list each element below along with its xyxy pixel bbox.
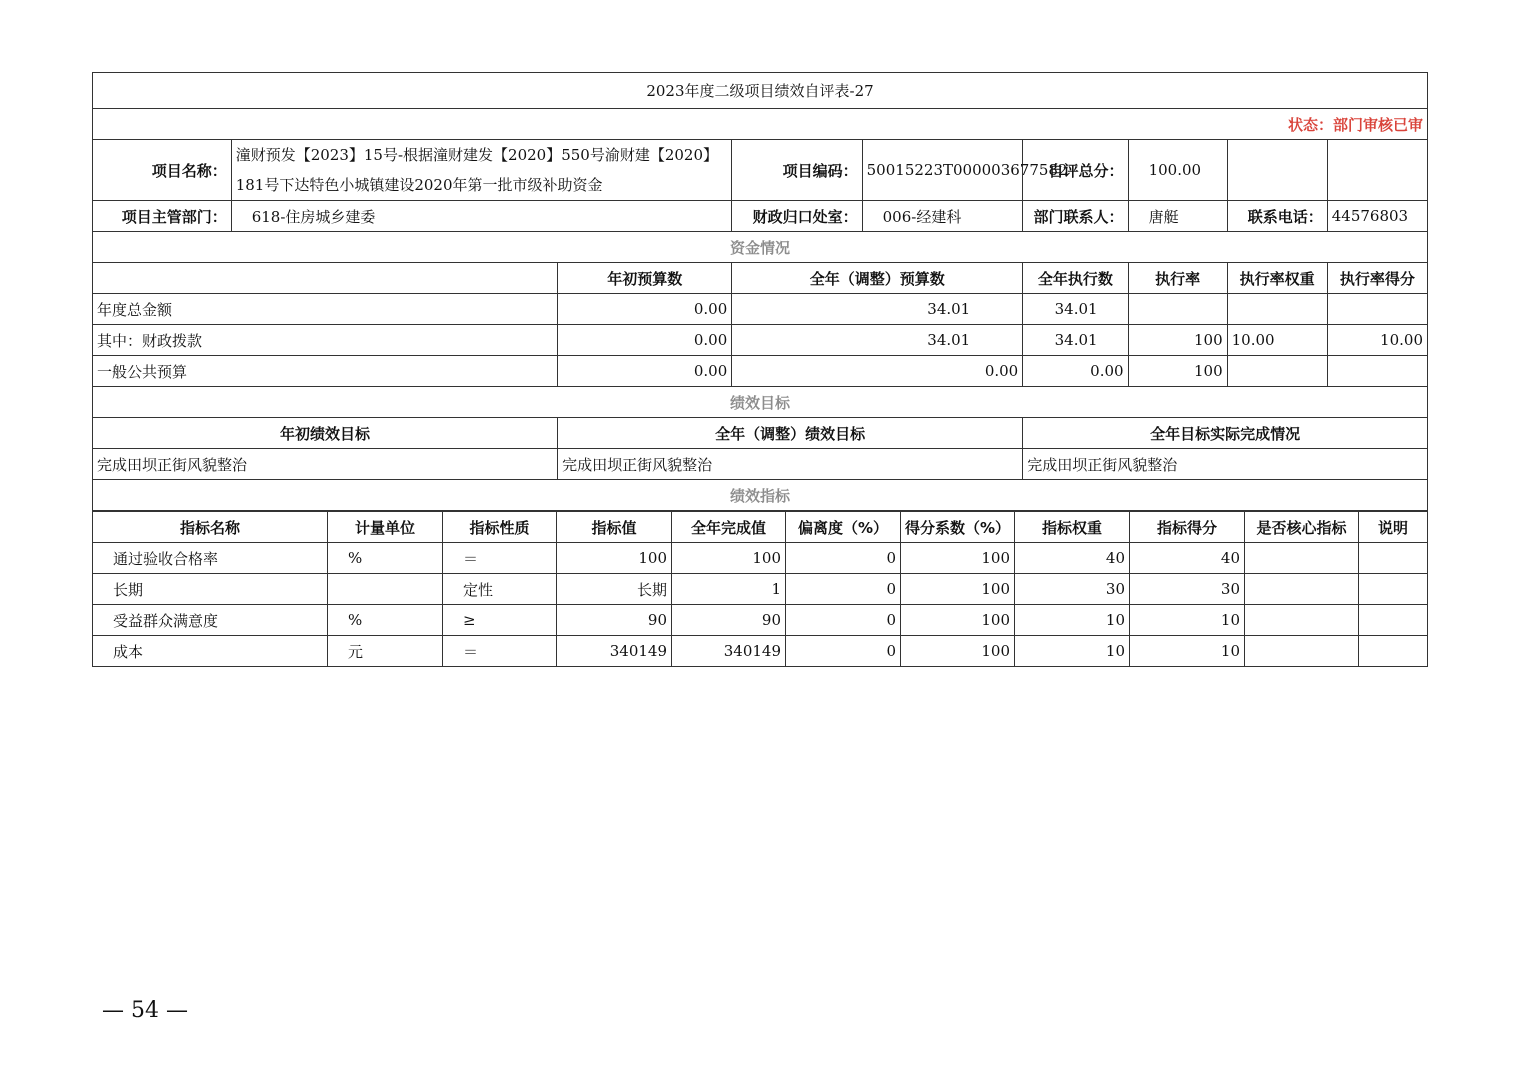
status-badge: 状态：部门审核已审	[93, 109, 1428, 140]
indicator-header: 说明	[1359, 512, 1428, 543]
indicator-name: 成本	[93, 636, 328, 667]
indicator-deviation: 0	[786, 543, 901, 574]
indicator-actual: 1	[672, 574, 786, 605]
indicator-deviation: 0	[786, 605, 901, 636]
funds-row	[93, 294, 1428, 325]
indicator-coef: 100	[901, 574, 1015, 605]
funds-row-label: 年度总金额	[93, 294, 558, 325]
page-title: 2023年度二级项目绩效自评表-27	[93, 73, 1428, 109]
indicator-value: 长期	[557, 574, 672, 605]
indicator-header: 计量单位	[328, 512, 443, 543]
indicator-nature: ≥	[443, 605, 557, 636]
indicator-name: 通过验收合格率	[93, 543, 328, 574]
phone-value: 44576803	[1327, 201, 1427, 232]
goals-header: 年初绩效目标	[93, 418, 558, 449]
funds-rate	[1128, 294, 1227, 325]
indicator-unit	[328, 574, 443, 605]
indicator-header: 得分系数（%）	[901, 512, 1015, 543]
indicator-score: 40	[1130, 543, 1245, 574]
funds-header-blank	[93, 263, 558, 294]
indicator-note	[1359, 636, 1428, 667]
funds-rate: 100	[1128, 356, 1227, 387]
indicator-nature: ＝	[443, 543, 557, 574]
funds-score	[1327, 356, 1427, 387]
performance-sheet	[92, 72, 1428, 667]
funds-section-title: 资金情况	[93, 232, 1428, 263]
funds-adjusted: 34.01	[732, 294, 1023, 325]
score-label: 自评总分：	[1023, 140, 1128, 201]
indicator-score: 10	[1130, 605, 1245, 636]
indicator-name: 长期	[93, 574, 328, 605]
indicator-value: 90	[557, 605, 672, 636]
funds-weight	[1227, 356, 1327, 387]
indicator-core	[1245, 543, 1359, 574]
table-row	[93, 605, 1428, 636]
funds-executed: 0.00	[1023, 356, 1128, 387]
goals-header: 全年目标实际完成情况	[1023, 418, 1428, 449]
total-score: 100.00	[1128, 140, 1227, 201]
goals-section-title: 绩效目标	[93, 387, 1428, 418]
indicator-value: 340149	[557, 636, 672, 667]
dept-value: 618-住房城乡建委	[231, 201, 732, 232]
funds-initial: 0.00	[558, 325, 732, 356]
indicator-actual: 100	[672, 543, 786, 574]
empty-cell	[1327, 140, 1427, 201]
empty-cell	[1227, 140, 1327, 201]
table-row	[93, 543, 1428, 574]
goal-actual: 完成田坝正街风貌整治	[1023, 449, 1428, 480]
funds-adjusted: 34.01	[732, 325, 1023, 356]
funds-executed: 34.01	[1023, 294, 1128, 325]
indicator-actual: 340149	[672, 636, 786, 667]
indicator-header: 指标性质	[443, 512, 557, 543]
funds-header: 执行率权重	[1227, 263, 1327, 294]
indicator-weight: 10	[1015, 605, 1130, 636]
indicator-note	[1359, 574, 1428, 605]
office-label: 财政归口处室：	[732, 201, 862, 232]
project-code: 50015223T000003677582	[862, 140, 1023, 201]
funds-row	[93, 325, 1428, 356]
indicator-coef: 100	[901, 605, 1015, 636]
indicator-core	[1245, 636, 1359, 667]
funds-row	[93, 356, 1428, 387]
indicator-weight: 10	[1015, 636, 1130, 667]
funds-weight: 10.00	[1227, 325, 1327, 356]
indicator-coef: 100	[901, 636, 1015, 667]
indicator-coef: 100	[901, 543, 1015, 574]
indicator-nature: 定性	[443, 574, 557, 605]
indicator-note	[1359, 543, 1428, 574]
indicator-note	[1359, 605, 1428, 636]
indicator-unit: %	[328, 543, 443, 574]
indicator-header: 指标得分	[1130, 512, 1245, 543]
indicator-unit: %	[328, 605, 443, 636]
funds-initial: 0.00	[558, 294, 732, 325]
project-name-label: 项目名称：	[93, 140, 232, 201]
funds-header: 执行率得分	[1327, 263, 1427, 294]
office-value: 006-经建科	[862, 201, 1023, 232]
indicator-header: 偏离度（%）	[786, 512, 901, 543]
indicator-score: 30	[1130, 574, 1245, 605]
indicator-nature: ＝	[443, 636, 557, 667]
indicators-section-title: 绩效指标	[93, 480, 1428, 511]
phone-label: 联系电话：	[1227, 201, 1327, 232]
indicator-header: 指标权重	[1015, 512, 1130, 543]
funds-adjusted: 0.00	[732, 356, 1023, 387]
indicator-core	[1245, 605, 1359, 636]
funds-header: 全年执行数	[1023, 263, 1128, 294]
contact-label: 部门联系人：	[1023, 201, 1128, 232]
funds-header: 全年（调整）预算数	[732, 263, 1023, 294]
page-number: — 54 —	[102, 998, 188, 1023]
dept-label: 项目主管部门：	[93, 201, 232, 232]
top-table	[92, 72, 1428, 511]
indicator-core	[1245, 574, 1359, 605]
table-row	[93, 574, 1428, 605]
goal-adjusted: 完成田坝正街风貌整治	[558, 449, 1023, 480]
contact-value: 唐艇	[1128, 201, 1227, 232]
funds-executed: 34.01	[1023, 325, 1128, 356]
indicator-deviation: 0	[786, 574, 901, 605]
table-row	[93, 636, 1428, 667]
funds-initial: 0.00	[558, 356, 732, 387]
goal-initial: 完成田坝正街风貌整治	[93, 449, 558, 480]
indicator-deviation: 0	[786, 636, 901, 667]
indicator-unit: 元	[328, 636, 443, 667]
indicator-name: 受益群众满意度	[93, 605, 328, 636]
indicator-header: 是否核心指标	[1245, 512, 1359, 543]
indicator-value: 100	[557, 543, 672, 574]
funds-score	[1327, 294, 1427, 325]
indicator-weight: 40	[1015, 543, 1130, 574]
funds-row-label: 一般公共预算	[93, 356, 558, 387]
project-name: 潼财预发【2023】15号-根据潼财建发【2020】550号渝财建【2020】181号下达特色小城镇建设2020年第一批市级补助资金	[231, 140, 732, 201]
funds-header: 年初预算数	[558, 263, 732, 294]
funds-rate: 100	[1128, 325, 1227, 356]
funds-score: 10.00	[1327, 325, 1427, 356]
indicator-actual: 90	[672, 605, 786, 636]
indicator-header: 指标值	[557, 512, 672, 543]
funds-weight	[1227, 294, 1327, 325]
indicator-score: 10	[1130, 636, 1245, 667]
indicator-weight: 30	[1015, 574, 1130, 605]
funds-row-label: 其中：财政拨款	[93, 325, 558, 356]
indicators-table	[92, 511, 1428, 667]
funds-header: 执行率	[1128, 263, 1227, 294]
indicator-header: 全年完成值	[672, 512, 786, 543]
project-code-label: 项目编码：	[732, 140, 862, 201]
indicator-header: 指标名称	[93, 512, 328, 543]
goals-header: 全年（调整）绩效目标	[558, 418, 1023, 449]
